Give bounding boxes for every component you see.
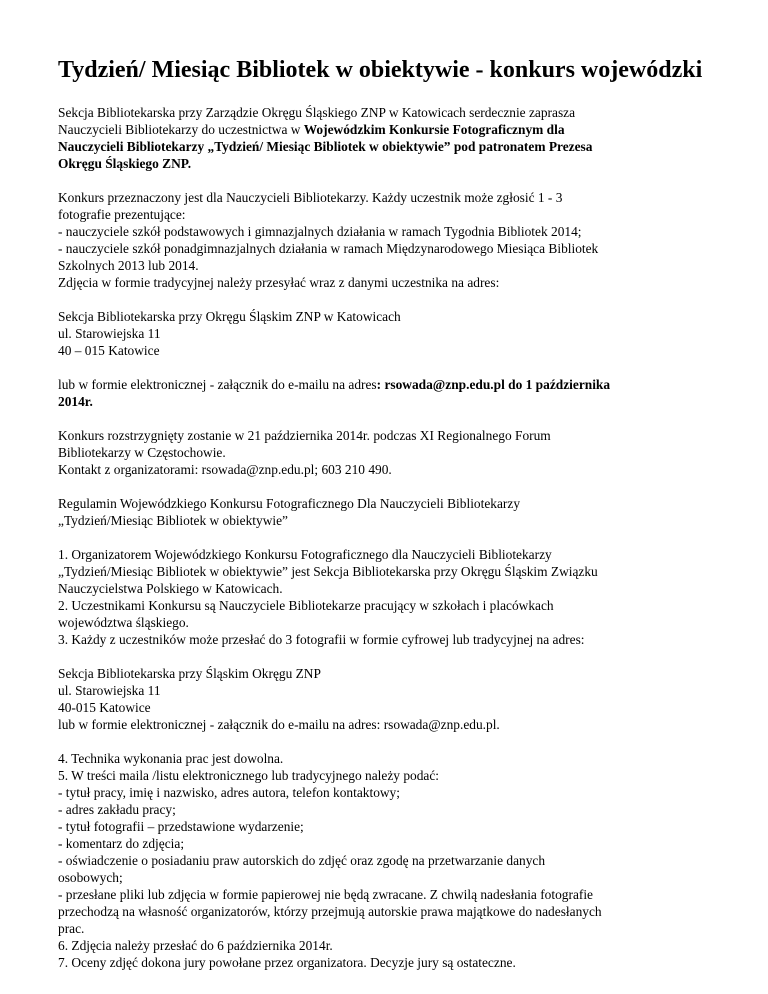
regulations-title <box>58 495 710 529</box>
rule-line: 4. Technika wykonania prac jest dowolna. <box>58 751 284 766</box>
address-line: 40-015 Katowice <box>58 700 151 715</box>
rule-line: „Tydzień/Miesiąc Bibliotek w obiektywie” jest Sekcja Bibliotekarska przy Okręgu Śląskim Związku <box>58 564 598 579</box>
regulations-title-line: Regulamin Wojewódzkiego Konkursu Fotograficznego Dla Nauczycieli Bibliotekarzy <box>58 496 521 511</box>
intro-line: Sekcja Bibliotekarska przy Zarządzie Okręgu Śląskiego ZNP w Katowicach serdecznie zaprasza <box>58 105 576 120</box>
rule-line: 3. Każdy z uczestników może przesłać do 3 fotografii w formie cyfrowej lub tradycyjnej na adres: <box>58 632 585 647</box>
rule-line: przechodzą na własność organizatorów, którzy przejmują autorskie prawa majątkowe do nadesłanych <box>58 904 602 919</box>
intro-paragraph <box>58 104 710 172</box>
contest-name-bold: Wojewódzkim Konkursie Fotograficznym dla <box>303 122 565 137</box>
address-line: ul. Starowiejska 11 <box>58 683 161 698</box>
description-line: - nauczyciele szkół podstawowych i gimnazjalnych działania w ramach Tygodnia Bibliotek 2014; <box>58 224 582 239</box>
rule-line: 2. Uczestnikami Konkursu są Nauczyciele Bibliotekarze pracujący w szkołach i placówkach <box>58 598 554 613</box>
email-deadline-bold: : rsowada@znp.edu.pl do 1 października <box>376 377 611 392</box>
intro-line <box>58 121 710 138</box>
electronic-submission <box>58 376 710 410</box>
results-announcement <box>58 427 710 478</box>
electronic-line <box>58 376 710 393</box>
results-line: Konkurs rozstrzygnięty zostanie w 21 października 2014r. podczas XI Regionalnego Forum <box>58 428 551 443</box>
regulations-address <box>58 665 710 733</box>
contest-name-bold: Okręgu Śląskiego ZNP. <box>58 156 192 171</box>
rule-line: - przesłane pliki lub zdjęcia w formie papierowej nie będą zwracane. Z chwilą nadesłania fotografie <box>58 887 594 902</box>
rule-line: województwa śląskiego. <box>58 615 189 630</box>
address-line: lub w formie elektronicznej - załącznik do e-mailu na adres: rsowada@znp.edu.pl. <box>58 717 500 732</box>
description-line: Konkurs przeznaczony jest dla Nauczycieli Bibliotekarzy. Każdy uczestnik może zgłosić 1 - 3 <box>58 190 563 205</box>
intro-text: Nauczycieli Bibliotekarzy do uczestnictwa w <box>58 122 304 137</box>
rule-line: - tytuł fotografii – przedstawione wydarzenie; <box>58 819 304 834</box>
address-line: ul. Starowiejska 11 <box>58 326 161 341</box>
rule-line: osobowych; <box>58 870 123 885</box>
description-line: Zdjęcia w formie tradycyjnej należy przesyłać wraz z danymi uczestnika na adres: <box>58 275 500 290</box>
address-line: 40 – 015 Katowice <box>58 343 160 358</box>
rule-line: 5. W treści maila /listu elektronicznego lub tradycyjnego należy podać: <box>58 768 440 783</box>
rule-line: - adres zakładu pracy; <box>58 802 176 817</box>
regulations-title-line: „Tydzień/Miesiąc Bibliotek w obiektywie” <box>58 513 288 528</box>
results-line: Bibliotekarzy w Częstochowie. <box>58 445 226 460</box>
rule-line: - komentarz do zdjęcia; <box>58 836 185 851</box>
email-deadline-bold: 2014r. <box>58 394 93 409</box>
regulations-rules-1-3 <box>58 546 710 648</box>
electronic-text: lub w formie elektronicznej - załącznik do e-mailu na adres <box>58 377 377 392</box>
description-line: Szkolnych 2013 lub 2014. <box>58 258 199 273</box>
rule-line: prac. <box>58 921 85 936</box>
rule-line: - oświadczenie o posiadaniu praw autorskich do zdjęć oraz zgodę na przetwarzanie danych <box>58 853 546 868</box>
description-line: fotografie prezentujące: <box>58 207 186 222</box>
rule-line: - tytuł pracy, imię i nazwisko, adres autora, telefon kontaktowy; <box>58 785 400 800</box>
postal-address <box>58 308 710 359</box>
description-line: - nauczyciele szkół ponadgimnazjalnych działania w ramach Międzynarodowego Miesiąca Bibliotek <box>58 241 599 256</box>
contest-name-bold: Nauczycieli Bibliotekarzy „Tydzień/ Miesiąc Bibliotek w obiektywie” pod patronatem Prezesa <box>58 139 593 154</box>
rule-line: 7. Oceny zdjęć dokona jury powołane przez organizatora. Decyzje jury są ostateczne. <box>58 955 516 970</box>
rule-line: 6. Zdjęcia należy przesłać do 6 października 2014r. <box>58 938 333 953</box>
address-line: Sekcja Bibliotekarska przy Okręgu Śląskim ZNP w Katowicach <box>58 309 401 324</box>
regulations-rules-4-7 <box>58 750 710 971</box>
page-title: Tydzień/ Miesiąc Bibliotek w obiektywie - konkurs wojewódzki <box>58 57 703 83</box>
address-line: Sekcja Bibliotekarska przy Śląskim Okręgu ZNP <box>58 666 321 681</box>
contest-description <box>58 189 710 291</box>
contact-line: Kontakt z organizatorami: rsowada@znp.edu.pl; 603 210 490. <box>58 462 392 477</box>
rule-line: Nauczycielstwa Polskiego w Katowicach. <box>58 581 283 596</box>
rule-line: 1. Organizatorem Wojewódzkiego Konkursu Fotograficznego dla Nauczycieli Bibliotekarzy <box>58 547 552 562</box>
